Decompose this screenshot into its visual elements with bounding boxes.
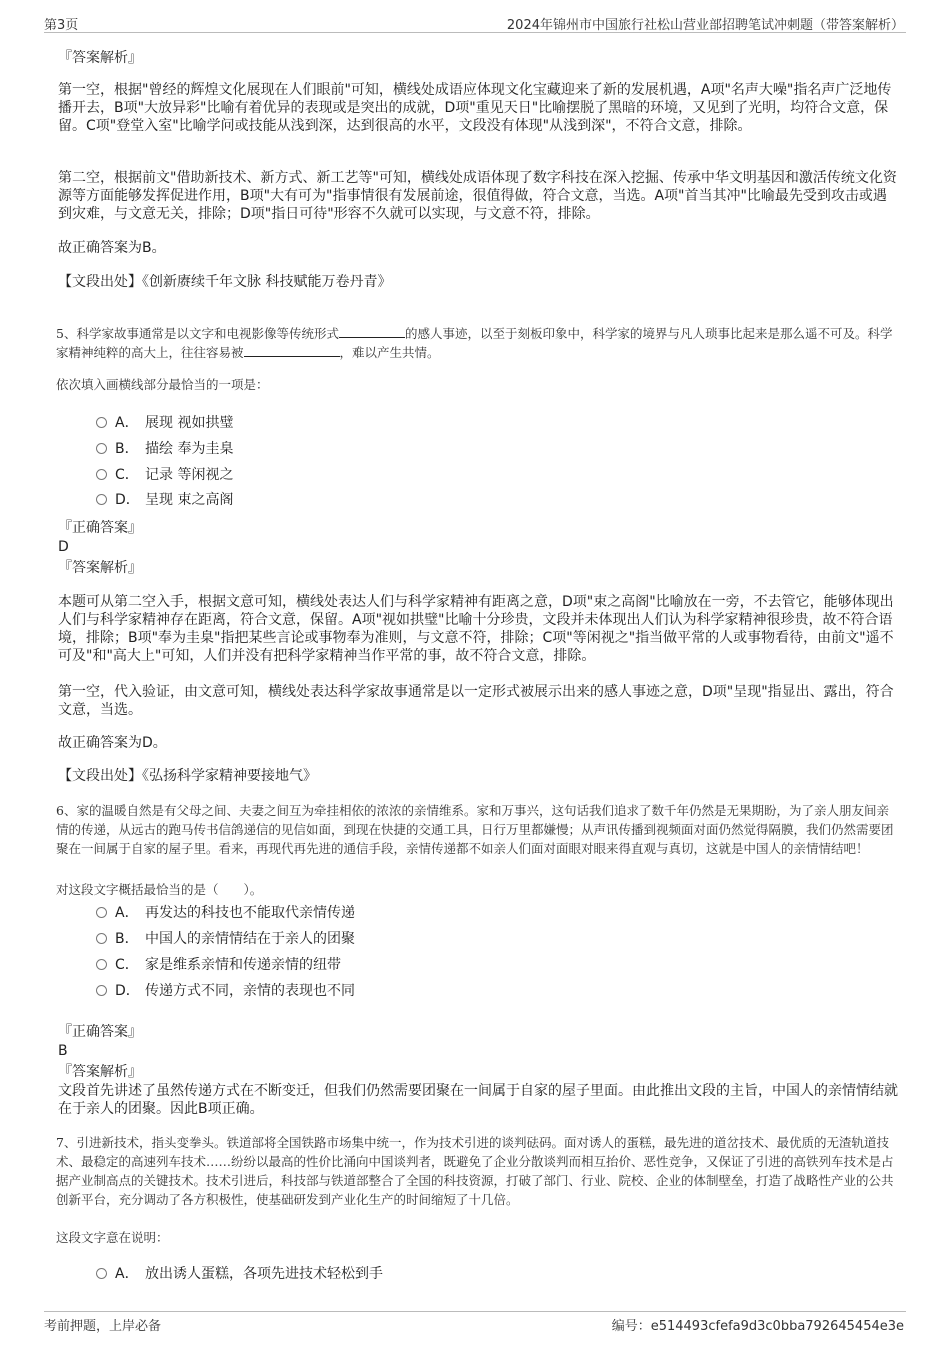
q6-analysis-label: 『答案解析』 xyxy=(58,1064,142,1080)
q4-conclusion: 故正确答案为B。 xyxy=(58,240,166,256)
q5-answer: D xyxy=(58,539,69,555)
option-text: 家是维系亲情和传递亲情的纽带 xyxy=(145,957,341,973)
option-text: 放出诱人蛋糕，各项先进技术轻松到手 xyxy=(145,1266,383,1282)
q5-answer-label: 『正确答案』 xyxy=(58,520,142,536)
radio-icon[interactable] xyxy=(96,494,107,505)
footer-divider xyxy=(44,1311,906,1312)
q5-blank-2 xyxy=(244,343,340,357)
option-key: D． xyxy=(115,492,140,508)
q4-source-title: 《创新赓续千年文脉 科技赋能万卷丹青》 xyxy=(142,274,392,290)
q4-analysis-para2 xyxy=(58,169,898,223)
option-key: B． xyxy=(115,931,139,947)
radio-icon[interactable] xyxy=(96,1268,107,1279)
q4-analysis-para1 xyxy=(58,81,898,135)
q5-stem xyxy=(56,324,896,362)
q6-prompt: 对这段文字概括最恰当的是（ ）。 xyxy=(56,882,263,897)
radio-icon[interactable] xyxy=(96,933,107,944)
q6-option-c[interactable] xyxy=(96,955,341,975)
q5-prompt: 依次填入画横线部分最恰当的一项是： xyxy=(56,377,269,392)
q5-source-title: 《弘扬科学家精神要接地气》 xyxy=(142,768,317,784)
radio-icon[interactable] xyxy=(96,443,107,454)
q5-blank-1 xyxy=(339,324,405,338)
q6-option-b[interactable] xyxy=(96,929,355,949)
q4-source xyxy=(58,273,898,291)
option-key: A． xyxy=(115,905,139,921)
q5-analysis-para1 xyxy=(58,593,898,665)
q6-analysis xyxy=(58,1082,898,1118)
option-text: 再发达的科技也不能取代亲情传递 xyxy=(145,905,355,921)
option-text: 描绘 奉为圭臬 xyxy=(145,441,234,457)
q4-analysis-text-1: 第一空，根据"曾经的辉煌文化展现在人们眼前"可知，横线处成语应体现文化宝藏迎来了新的发展机遇，A项"名声大噪"指名声广泛地传播开去，B项"大放异彩"比喻有着优异的表现或是突出的成就，D项"重见天日"比喻摆脱了黑暗的环境，又见到了光明，均符合文意，保留。C项"登堂入室"比喻学问或技能从浅到深，达到很高的水平，文段没有体现"从浅到深"，不符合文意，排除。 xyxy=(58,82,892,134)
option-key: B． xyxy=(115,441,139,457)
option-key: A． xyxy=(115,415,139,431)
q5-analysis-text-1: 本题可从第二空入手，根据文意可知，横线处表达人们与科学家精神有距离之意，D项"束之高阁"比喻放在一旁，不去管它，能够体现出人们与科学家精神存在距离，符合文意，保留。A项"视如拱璧"比喻十分珍贵，文段并未体现出人们认为科学家精神很珍贵，故不符合语境，排除；B项"奉为圭臬"指把某些言论或事物奉为准则，与文意不符，排除；C项"等闲视之"指当做平常的人或事物看待，由前文"遥不可及"和"高大上"可知，人们并没有把科学家精神当作平常的事，故不符合文意，排除。 xyxy=(58,594,894,664)
q5-analysis-text-2: 第一空，代入验证，由文意可知，横线处表达科学家故事通常是以一定形式被展示出来的感人事迹之意，D项"呈现"指显出、露出，符合文意，当选。 xyxy=(58,684,894,718)
option-key: D． xyxy=(115,983,140,999)
option-key: C． xyxy=(115,957,139,973)
option-text: 中国人的亲情情结在于亲人的团聚 xyxy=(145,931,355,947)
q4-analysis-label: 『答案解析』 xyxy=(58,50,142,66)
radio-icon[interactable] xyxy=(96,907,107,918)
q4-analysis-text-2: 第二空，根据前文"借助新技术、新方式、新工艺等"可知，横线处成语体现了数字科技在深入挖掘、传承中华文明基因和激活传统文化资源等方面能够发挥促进作用，B项"大有可为"指事情很有发展前途，很值得做，符合文意，当选。A项"首当其冲"比喻最先受到攻击或遇到灾难，与文意无关，排除；D项"指日可待"形容不久就可以实现，与文意不符，排除。 xyxy=(58,170,897,222)
q7-stem-text: 7、引进新技术，指头变拳头。铁道部将全国铁路市场集中统一，作为技术引进的谈判砝码。面对诱人的蛋糕，最先进的道岔技术、最优质的无渣轨道技术、最稳定的高速列车技术……纷纷以最高的性价比涌向中国谈判者，既避免了企业分散谈判而相互抬价、恶性竞争，又保证了引进的高铁列车技术是占据产业制高点的关键技术。技术引进后，科技部与铁道部整合了全国的科技资源，打破了部门、行业、院校、企业的体制壁垒，打造了战略性产业的公共创新平台，充分调动了各方积极性，使基础研发到产业化生产的时间缩短了十几倍。 xyxy=(56,1135,894,1207)
radio-icon[interactable] xyxy=(96,985,107,996)
q5-source-label: 【文段出处】 xyxy=(58,768,142,784)
q6-option-a[interactable] xyxy=(96,903,355,923)
footer-slogan: 考前押题，上岸必备 xyxy=(44,1319,162,1334)
q6-answer-label: 『正确答案』 xyxy=(58,1024,142,1040)
q7-stem xyxy=(56,1133,896,1209)
q6-analysis-text: 文段首先讲述了虽然传递方式在不断变迁，但我们仍然需要团聚在一间属于自家的屋子里面。由此推出文段的主旨，中国人的亲情情结就在于亲人的团聚。因此B项正确。 xyxy=(58,1083,898,1117)
q6-option-d[interactable] xyxy=(96,981,355,1001)
option-text: 展现 视如拱璧 xyxy=(145,415,234,431)
q5-stem-part-c: 及。科学家精神纯粹的高大上，往往容易被 xyxy=(56,326,893,360)
page-header xyxy=(0,0,950,33)
q5-conclusion: 故正确答案为D。 xyxy=(58,735,167,751)
footer-serial: 编号：e514493cfefa9d3c0bba792645454e3e xyxy=(611,1319,904,1334)
q5-option-d[interactable] xyxy=(96,490,233,510)
q5-option-b[interactable] xyxy=(96,439,233,459)
radio-icon[interactable] xyxy=(96,417,107,428)
page-number: 第3页 xyxy=(44,18,79,33)
radio-icon[interactable] xyxy=(96,469,107,480)
q6-stem xyxy=(56,801,896,858)
q7-option-a[interactable] xyxy=(96,1264,383,1284)
q7-prompt: 这段文字意在说明： xyxy=(56,1230,169,1245)
q5-analysis-label: 『答案解析』 xyxy=(58,560,142,576)
q5-option-c[interactable] xyxy=(96,465,233,485)
header-divider xyxy=(44,32,906,33)
option-text: 记录 等闲视之 xyxy=(145,467,234,483)
q5-source xyxy=(58,767,898,785)
q5-stem-part-b: 的感人事迹，以至于刻板印象中，科学家的境界与凡人琐事比起来是那么遥不可 xyxy=(404,326,843,341)
radio-icon[interactable] xyxy=(96,959,107,970)
q4-source-label: 【文段出处】 xyxy=(58,274,142,290)
q6-answer: B xyxy=(58,1043,68,1059)
document-title: 2024年锦州市中国旅行社松山营业部招聘笔试冲刺题（带答案解析） xyxy=(506,18,904,33)
q5-analysis-para2 xyxy=(58,683,898,719)
option-key: A． xyxy=(115,1266,139,1282)
q6-stem-text: 6、家的温暖自然是有父母之间、夫妻之间互为牵挂相依的浓浓的亲情维系。家和万事兴，这句话我们追求了数千年仍然是无果期盼，为了亲人朋友间亲情的传递，从远古的跑马传书信鸽递信的见信如面，到现在快捷的交通工具，日行万里都嫌慢；从声讯传播到视频面对面仍然觉得隔膜，我们仍然需要团聚在一间属于自家的屋子里。看来，再现代再先进的通信手段，亲情传递都不如亲人们面对面眼对眼来得直观与真切，这就是中国人的亲情情结吧！ xyxy=(56,803,894,856)
q5-stem-part-d: ，难以产生共情。 xyxy=(339,345,440,360)
option-text: 呈现 束之高阁 xyxy=(145,492,234,508)
q5-stem-part-a: 5、科学家故事通常是以文字和电视影像等传统形式 xyxy=(56,326,339,341)
q5-option-a[interactable] xyxy=(96,413,233,433)
option-key: C． xyxy=(115,467,139,483)
option-text: 传递方式不同，亲情的表现也不同 xyxy=(145,983,355,999)
